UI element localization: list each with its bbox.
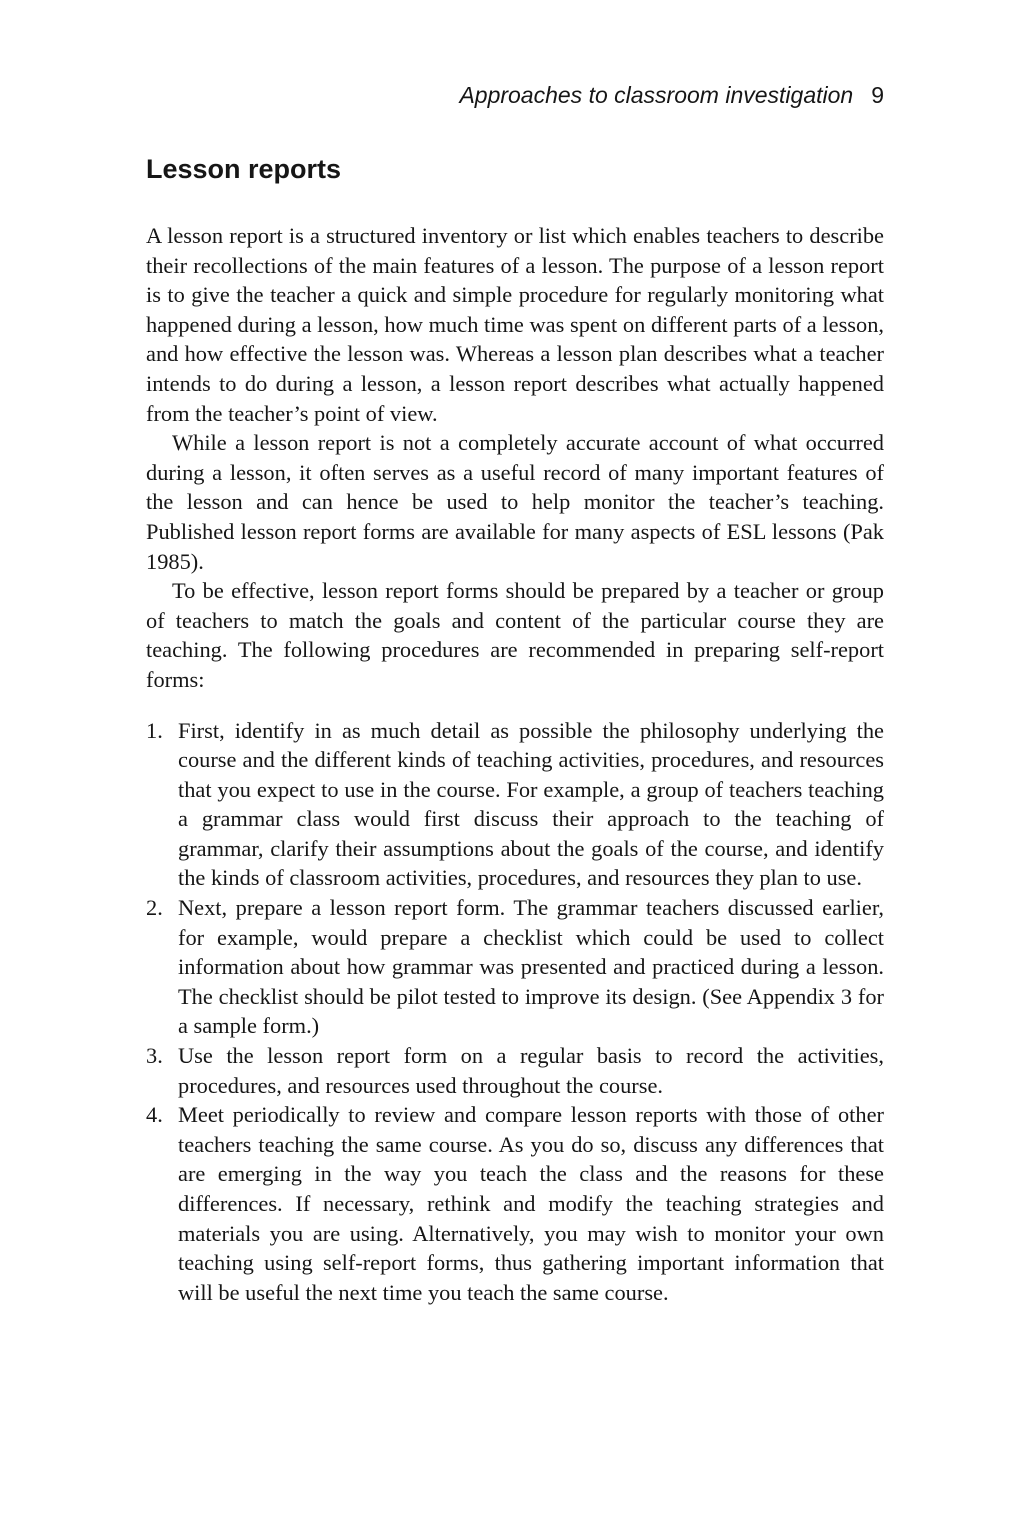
running-head [459,80,884,110]
body-text [146,221,884,1307]
list-item [146,893,884,1041]
list-item [146,1041,884,1100]
list-item-number: 2. [146,895,163,921]
paragraph: While a lesson report is not a completely accurate account of what occurred during a lesson, it often serves as a useful record of many important features of the lesson and can hence be used to help monitor the teacher’s teaching. Published lesson report forms are available for many aspects of ESL lessons (Pak 1985). [146,430,884,574]
paragraph: A lesson report is a structured inventory or list which enables teachers to describe their recollections of the main features of a lesson. The purpose of a lesson report is to give the teacher a quick and simple procedure for regularly monitoring what happened during a lesson, how much time was spent on different parts of a lesson, and how effective the lesson was. Whereas a lesson plan describes what a teacher intends to do during a lesson, a lesson report describes what actually happened from the teacher’s point of view. [146,223,884,426]
paragraph: To be effective, lesson report forms should be prepared by a teacher or group of teachers to match the goals and content of the particular course they are teaching. The following procedures are recommended in preparing self-report forms: [146,578,884,692]
running-head-title: Approaches to classroom investigation [459,82,854,108]
list-item [146,716,884,894]
section-heading: Lesson reports [146,154,342,184]
list-item [146,1100,884,1307]
list-item-number: 3. [146,1043,163,1069]
list-item-text: Next, prepare a lesson report form. The grammar teachers discussed earlier, for example, would prepare a checklist which could be used to collect information about how grammar was presented and practiced during a lesson. The checklist should be pilot tested to improve its design. (See Appendix 3 for a sample form.) [178,895,884,1039]
list-item-text: First, identify in as much detail as possible the philosophy underlying the course and the different kinds of teaching activities, procedures, and resources that you expect to use in the course. For example, a group of teachers teaching a grammar class would first discuss their approach to the teaching of grammar, clarify their assumptions about the goals of the course, and identify the kinds of classroom activities, procedures, and resources they plan to use. [178,717,884,891]
list-item-number: 4. [146,1102,163,1128]
page-number: 9 [871,82,884,108]
procedure-list [146,716,884,1308]
list-item-text: Use the lesson report form on a regular basis to record the activities, procedures, and resources used throughout the course. [178,1043,884,1098]
list-item-number: 1. [146,717,163,743]
list-item-text: Meet periodically to review and compare lesson reports with those of other teachers teaching the same course. As you do so, discuss any differences that are emerging in the way you teach the class and the reasons for these differences. If necessary, rethink and modify the teaching strategies and materials you are using. Alternatively, you may wish to monitor your own teaching using self-report forms, thus gathering important information that will be useful the next time you teach the same course. [178,1102,884,1305]
